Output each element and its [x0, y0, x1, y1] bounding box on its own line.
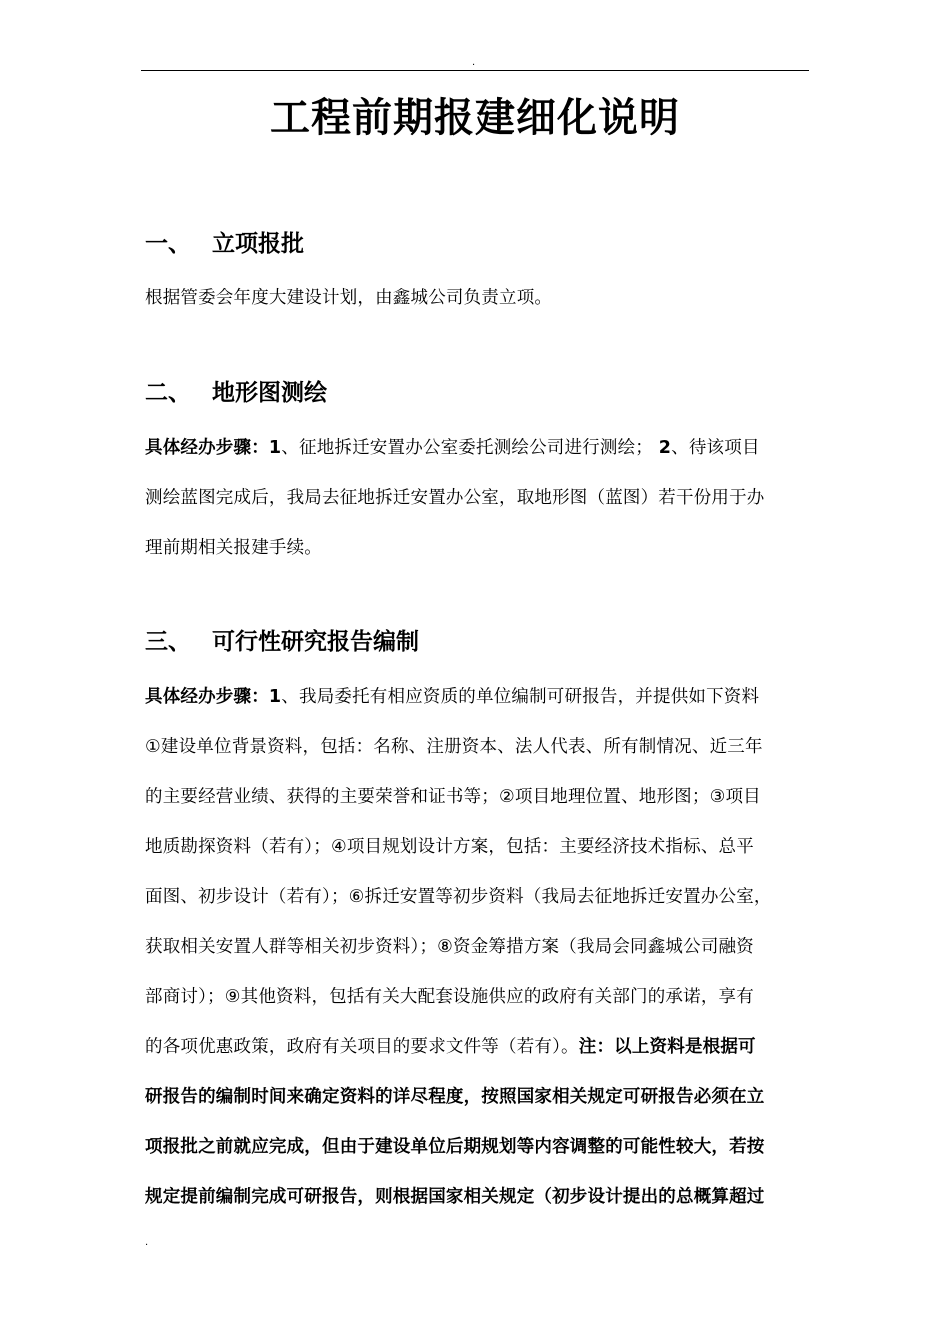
paragraph-line — [145, 1022, 813, 1072]
paragraph-line: 地质勘探资料（若有）；④项目规划设计方案，包括：主要经济技术指标、总平 — [145, 837, 754, 857]
section-2-body — [145, 423, 813, 573]
step-text: 、待该项目 — [671, 438, 760, 458]
step-text: 、征地拆迁安置办公室委托测绘公司进行测绘； — [281, 438, 653, 458]
paragraph-line: ①建设单位背景资料，包括：名称、注册资本、法人代表、所有制情况、近三年 — [145, 737, 763, 757]
document-title: 工程前期报建细化说明 — [270, 95, 680, 141]
note-start: 注：以上资料是根据可 — [578, 1037, 756, 1057]
paragraph-line: 理前期相关报建手续。 — [145, 538, 322, 558]
step-text: 、我局委托有相应资质的单位编制可研报告，并提供如下资料 — [281, 687, 760, 707]
header-rule — [141, 70, 809, 71]
section-title: 地形图测绘 — [212, 380, 327, 406]
paragraph-line — [145, 423, 813, 473]
step-number: 2 — [658, 438, 672, 458]
line-text: 的各项优惠政策，政府有关项目的要求文件等（若有）。 — [145, 1037, 579, 1057]
section-title: 可行性研究报告编制 — [212, 629, 419, 655]
paragraph-line: 测绘蓝图完成后，我局去征地拆迁安置办公室，取地形图（蓝图）若干份用于办 — [145, 488, 765, 508]
note-line: 研报告的编制时间来确定资料的详尽程度，按照国家相关规定可研报告必须在立 — [145, 1087, 765, 1107]
steps-label: 具体经办步骤： — [145, 438, 269, 458]
section-heading-2 — [145, 378, 327, 408]
section-number: 一、 — [145, 231, 191, 257]
header-mark: . — [472, 57, 476, 68]
paragraph-line: 的主要经营业绩、获得的主要荣誉和证书等；②项目地理位置、地形图；③项目 — [145, 787, 761, 807]
steps-label: 具体经办步骤： — [145, 687, 269, 707]
note-line: 规定提前编制完成可研报告，则根据国家相关规定（初步设计提出的总概算超过 — [145, 1187, 765, 1207]
section-3-body — [145, 672, 813, 1222]
paragraph-line: 部商讨）；⑨其他资料，包括有关大配套设施供应的政府有关部门的承诺，享有 — [145, 987, 754, 1007]
section-heading-1 — [145, 229, 304, 259]
section-1-body — [145, 273, 813, 323]
section-heading-3 — [145, 627, 419, 657]
paragraph-line — [145, 672, 813, 722]
footer-mark: . — [145, 1237, 149, 1248]
step-number: 1 — [268, 438, 282, 458]
section-title: 立项报批 — [212, 231, 304, 257]
paragraph-line: 获取相关安置人群等相关初步资料）；⑧资金筹措方案（我局会同鑫城公司融资 — [145, 937, 754, 957]
paragraph-line: 根据管委会年度大建设计划，由鑫城公司负责立项。 — [145, 288, 553, 308]
section-number: 二、 — [145, 380, 191, 406]
paragraph-line: 面图、初步设计（若有）；⑥拆迁安置等初步资料（我局去征地拆迁安置办公室， — [145, 887, 772, 907]
step-number: 1 — [268, 687, 282, 707]
note-line: 项报批之前就应完成，但由于建设单位后期规划等内容调整的可能性较大，若按 — [145, 1137, 765, 1157]
section-number: 三、 — [145, 629, 191, 655]
